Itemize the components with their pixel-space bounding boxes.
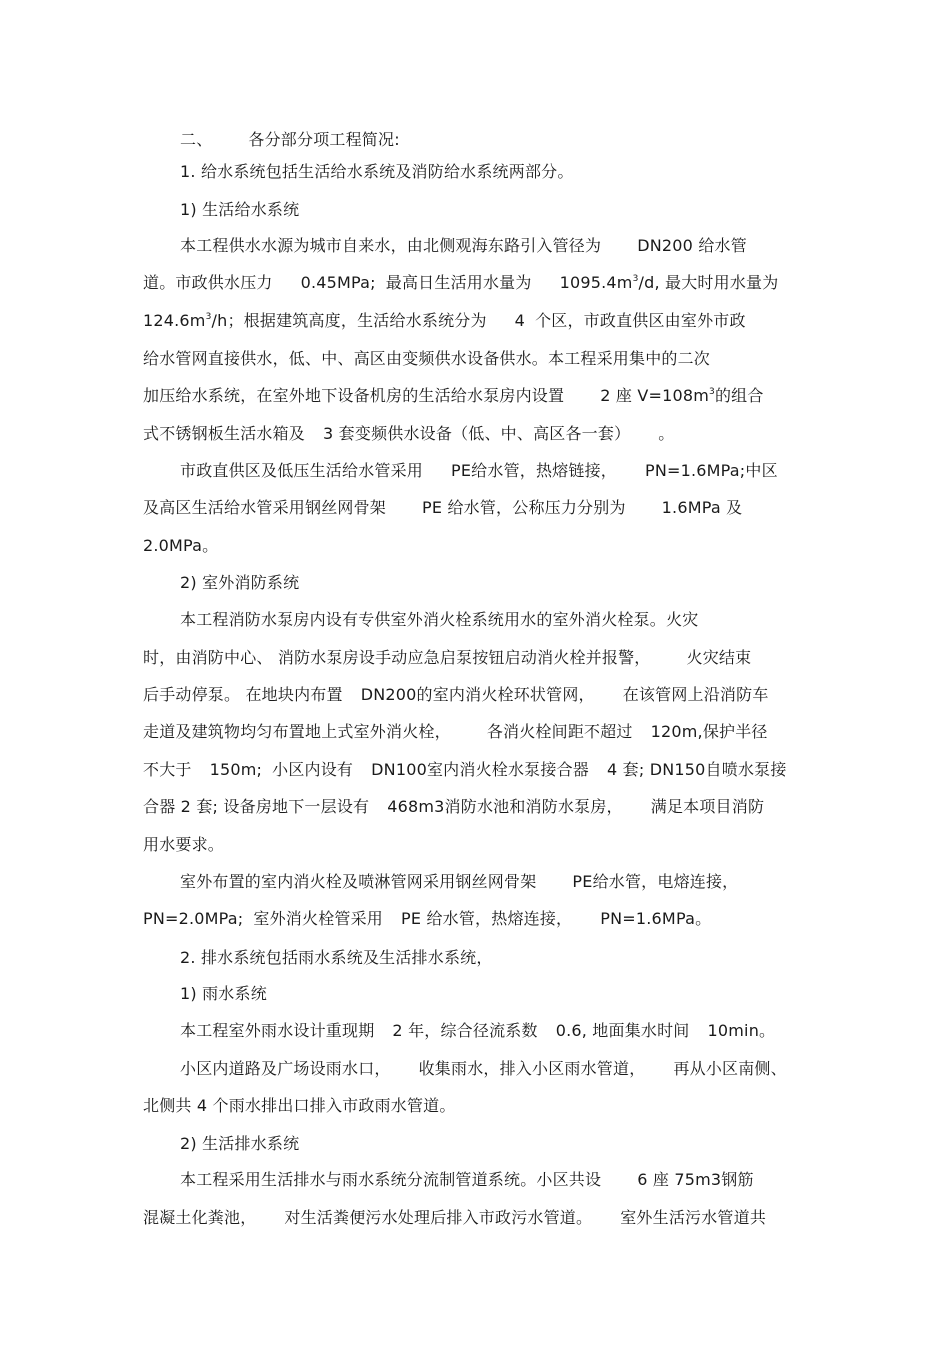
paragraph-line: 加压给水系统，在室外地下设备机房的生活给水泵房内设置 2 座 $V=108m^3$的组合	[143, 386, 764, 405]
item-heading-drainage: 2. 排水系统包括雨水系统及生活排水系统，	[180, 948, 493, 967]
paragraph-line: 混凝土化粪池， 对生活粪便污水处理后排入市政污水管道。 室外生活污水管道共	[143, 1208, 767, 1227]
paragraph-line: 室外布置的室内消火栓及喷淋管网采用钢丝网骨架 PE给水管，电熔连接，	[180, 872, 739, 891]
paragraph-line: 小区内道路及广场设雨水口， 收集雨水，排入小区雨水管道， 再从小区南侧、	[180, 1059, 787, 1078]
paragraph-line: 市政直供区及低压生活给水管采用 PE给水管，热熔链接， PN=1.6MPa;中区	[180, 461, 778, 480]
subheading-rainwater: 1) 雨水系统	[180, 984, 267, 1003]
paragraph-line: 本工程采用生活排水与雨水系统分流制管道系统。小区共设 6 座 75m3钢筋	[180, 1170, 754, 1189]
paragraph-line: 道。市政供水压力 0.45MPa; 最高日生活用水量为 $1095.4m^3/d$, 最大时用水量为	[143, 273, 779, 292]
paragraph-line: 不大于 150m; 小区内设有 DN100室内消火栓水泵接合器 4 套; DN150自喷水泵接	[143, 760, 787, 779]
section-heading	[180, 129, 400, 151]
subheading-outdoor-fire: 2) 室外消防系统	[180, 573, 300, 592]
paragraph-line: PN=2.0MPa; 室外消火栓管采用 PE 给水管，热熔连接， PN=1.6MPa。	[143, 909, 712, 928]
paragraph-line: 合器 2 套; 设备房地下一层设有 468m3消防水池和消防水泵房， 满足本项目消防	[143, 797, 765, 816]
subheading-domestic-drainage: 2) 生活排水系统	[180, 1134, 300, 1153]
paragraph-line: 走道及建筑物均匀布置地上式室外消火栓， 各消火栓间距不超过 120m,保护半径	[143, 722, 768, 741]
paragraph-line: 本工程室外雨水设计重现期 2 年，综合径流系数 0.6, 地面集水时间 10min。	[180, 1021, 776, 1040]
section-number: 二、	[180, 130, 213, 149]
paragraph-line: 及高区生活给水管采用钢丝网骨架 PE 给水管，公称压力分别为 1.6MPa 及	[143, 498, 743, 517]
item-heading-water-supply: 1. 给水系统包括生活给水系统及消防给水系统两部分。	[180, 162, 574, 181]
paragraph-line: 用水要求。	[143, 835, 225, 854]
paragraph-line: 本工程消防水泵房内设有专供室外消火栓系统用水的室外消火栓泵。火灾	[180, 610, 699, 629]
paragraph-line: $124.6m^3/h$；根据建筑高度，生活给水系统分为 4 个区，市政直供区由室外市政	[143, 311, 746, 330]
paragraph-line: 给水管网直接供水，低、中、高区由变频供水设备供水。本工程采用集中的二次	[143, 349, 711, 368]
paragraph-line: 式不锈钢板生活水箱及 3 套变频供水设备（低、中、高区各一套） 。	[143, 424, 675, 443]
paragraph-line: 本工程供水水源为城市自来水，由北侧观海东路引入管径为 DN200 给水管	[180, 236, 747, 255]
subheading-domestic-water: 1) 生活给水系统	[180, 200, 300, 219]
paragraph-line: 北侧共 4 个雨水排出口排入市政雨水管道。	[143, 1096, 456, 1115]
section-title: 各分部分项工程简况:	[248, 130, 400, 149]
paragraph-line: 时，由消防中心、 消防水泵房设手动应急启泵按钮启动消火栓并报警， 火灾结束	[143, 648, 752, 667]
paragraph-line: 2.0MPa。	[143, 536, 219, 555]
paragraph-line: 后手动停泵。 在地块内布置 DN200的室内消火栓环状管网， 在该管网上沿消防车	[143, 685, 769, 704]
